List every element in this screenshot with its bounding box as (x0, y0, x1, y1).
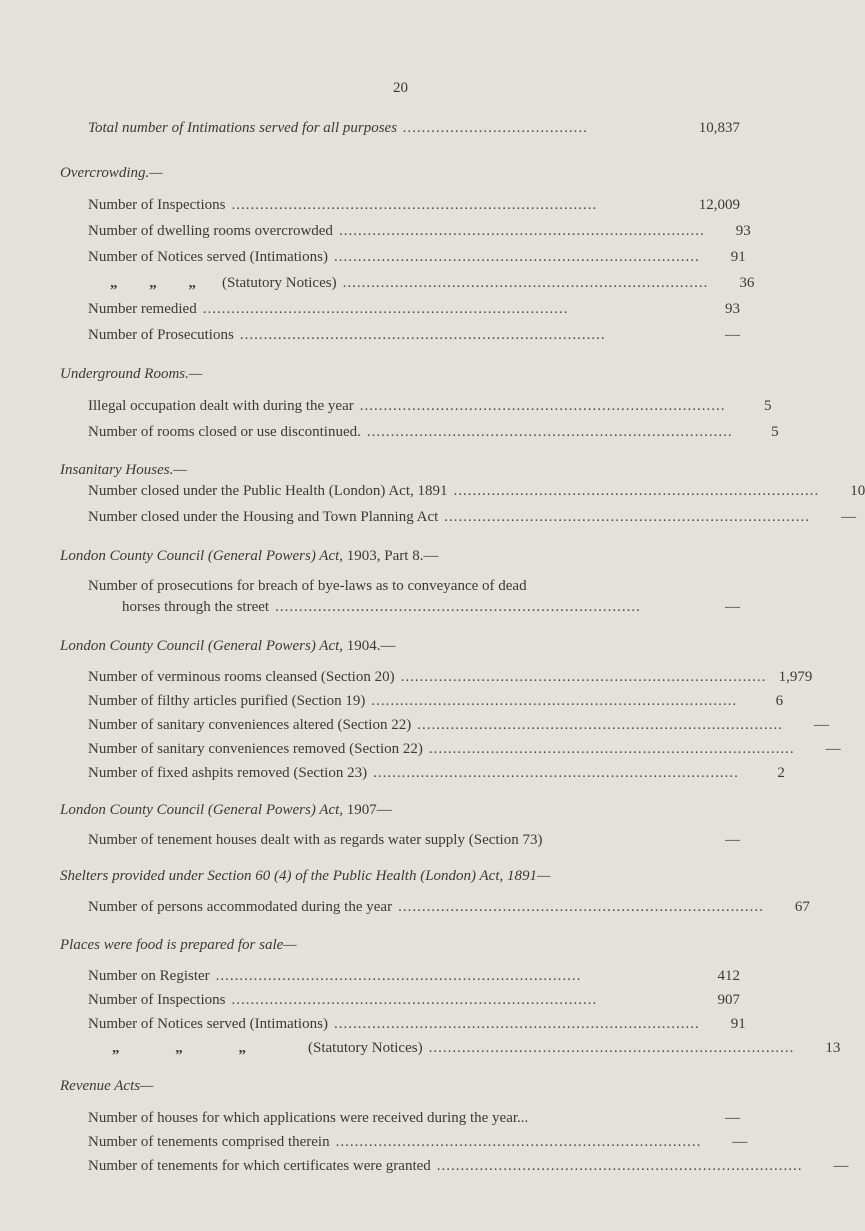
table-row (88, 765, 785, 782)
table-row (122, 599, 740, 616)
table-row (88, 223, 751, 240)
leader-dots: ............................................................................. (231, 197, 598, 213)
table-row (88, 424, 779, 441)
table-row (88, 1134, 748, 1151)
row-value: 10,837 (698, 120, 740, 136)
table-row (112, 1040, 841, 1057)
leader-dots: ............................................................................. (428, 1040, 795, 1056)
row-label: Number of sanitary conveniences altered (Section 22) (88, 717, 412, 733)
row-label: Number closed under the Public Health (London) Act, 1891 (88, 483, 448, 499)
row-value: 13 (825, 1040, 841, 1056)
heading-italic-part: London County Council (General Powers) Act, (60, 638, 344, 654)
section-heading-lcc-1907 (60, 802, 392, 819)
table-row (88, 741, 841, 758)
row-value: 907 (717, 992, 740, 1008)
heading-italic-part: London County Council (General Powers) Act, (60, 802, 344, 818)
row-value: 10 (850, 483, 865, 499)
row-value: 6 (775, 693, 784, 709)
row-value: 1,979 (778, 669, 813, 685)
table-row (88, 1110, 740, 1127)
section-heading-lcc-1904 (60, 638, 396, 655)
leader-dots: ............................................................................. (428, 741, 795, 757)
leader-dots: ............................................................................. (338, 223, 705, 239)
row-value: 2 (777, 765, 785, 781)
leader-dots: ............................................................................. (366, 424, 733, 440)
row-value: 93 (735, 223, 751, 239)
row-value: — (841, 509, 857, 525)
table-row (88, 509, 857, 526)
row-label: Number of houses for which applications were received during the year... (88, 1110, 529, 1126)
row-value: — (725, 327, 740, 343)
section-heading-underground: Underground Rooms.— (60, 366, 203, 382)
row-value: 5 (764, 398, 772, 414)
ditto-marks: „ „ „ (112, 1040, 272, 1056)
paragraph-line: Number of prosecutions for breach of bye-laws as to conveyance of dead (88, 578, 527, 594)
leader-dots: ............................................................................. (359, 398, 726, 414)
table-row (88, 483, 865, 500)
section-heading-lcc-1903 (60, 548, 438, 565)
total-intimations-row (88, 120, 740, 137)
table-row (88, 1016, 746, 1033)
leader-dots: ............................................................................. (333, 249, 700, 265)
table-row (88, 832, 740, 849)
row-label: (Statutory Notices) (222, 275, 337, 291)
page-number: 20 (393, 80, 408, 96)
row-label: Number remedied (88, 301, 197, 317)
row-label: Number of dwelling rooms overcrowded (88, 223, 333, 239)
row-label: Number closed under the Housing and Town Planning Act (88, 509, 439, 525)
table-row (88, 992, 740, 1009)
leader-dots: ............................................................................. (333, 1016, 700, 1032)
row-label: horses through the street (122, 599, 270, 615)
row-label: Number of rooms closed or use discontinued. (88, 424, 361, 440)
table-row (88, 197, 740, 214)
section-heading-overcrowding: Overcrowding.— (60, 165, 163, 181)
row-label: Total number of Intimations served for all purposes (88, 120, 398, 136)
row-value: — (813, 717, 829, 733)
row-label: Number of tenements for which certificates were granted (88, 1158, 431, 1174)
leader-dots: ............................................................................. (398, 899, 764, 915)
leader-dots: ............................................................................. (444, 509, 811, 525)
leader-dots: ............................................................................. (373, 765, 739, 781)
row-value: 91 (730, 249, 746, 265)
section-heading-revenue: Revenue Acts— (60, 1078, 154, 1094)
row-value: — (725, 599, 740, 615)
section-heading-insanitary: Insanitary Houses.— (60, 462, 187, 478)
leader-dots: ............................................................................. (342, 275, 709, 291)
leader-dots: ............................................................................. (239, 327, 606, 343)
table-row (88, 301, 740, 318)
leader-dots: ............................................................................. (215, 968, 582, 984)
section-heading-food: Places were food is prepared for sale— (60, 937, 297, 953)
leader-dots: ............................................................................. (400, 669, 767, 685)
row-label: Number of Prosecutions (88, 327, 234, 343)
row-label: Number on Register (88, 968, 210, 984)
row-label: Number of filthy articles purified (Section 19) (88, 693, 366, 709)
row-label: Number of tenement houses dealt with as regards water supply (Section 73) (88, 832, 543, 848)
row-value: 67 (794, 899, 810, 915)
row-value: — (833, 1158, 849, 1174)
row-value: 12,009 (698, 197, 740, 213)
leader-dots: ............................................................................. (436, 1158, 803, 1174)
row-label: Number of persons accommodated during the year (88, 899, 393, 915)
row-value: 412 (717, 968, 740, 984)
row-label: Number of tenements comprised therein (88, 1134, 330, 1150)
row-value: 36 (739, 275, 755, 291)
heading-plain-part: 1903, Part 8.— (346, 548, 439, 564)
row-label: Number of Inspections (88, 197, 226, 213)
table-row (88, 968, 740, 985)
leader-dots: ............................................................................. (453, 483, 820, 499)
table-row (88, 693, 784, 710)
leader-dots: ............................................................................. (335, 1134, 702, 1150)
row-value: 91 (730, 1016, 746, 1032)
leader-dots: ............................................................................. (417, 717, 783, 733)
row-label: Number of Notices served (Intimations) (88, 249, 328, 265)
table-row (110, 275, 755, 292)
row-value: 93 (725, 301, 740, 317)
heading-italic-part: London County Council (General Powers) Act, (60, 548, 344, 564)
leader-dots: ....................................... (403, 120, 589, 136)
table-row (88, 1158, 849, 1175)
leader-dots: ............................................................................. (275, 599, 641, 615)
row-label: Number of fixed ashpits removed (Section 23) (88, 765, 368, 781)
section-heading-shelters: Shelters provided under Section 60 (4) of the Public Health (London) Act, 1891— (60, 868, 551, 884)
leader-dots: ............................................................................. (202, 301, 569, 317)
row-label: Number of verminous rooms cleansed (Section 20) (88, 669, 395, 685)
ditto-marks: „ „ „ (110, 275, 210, 291)
heading-plain-part: 1907— (346, 802, 392, 818)
row-value: — (725, 832, 740, 848)
row-value: — (725, 1110, 740, 1126)
table-row (88, 327, 740, 344)
leader-dots: ............................................................................. (231, 992, 598, 1008)
row-value: — (825, 741, 841, 757)
table-row (88, 398, 772, 415)
table-row (88, 717, 829, 734)
leader-dots: ............................................................................. (371, 693, 738, 709)
row-label: Number of sanitary conveniences removed (Section 22) (88, 741, 423, 757)
row-value: 5 (771, 424, 779, 440)
table-row (88, 669, 813, 686)
table-row (88, 249, 746, 266)
row-value: — (732, 1134, 748, 1150)
row-label: Number of Notices served (Intimations) (88, 1016, 328, 1032)
row-label: Number of Inspections (88, 992, 226, 1008)
heading-plain-part: 1904.— (346, 638, 396, 654)
table-row (88, 899, 810, 916)
row-label: (Statutory Notices) (308, 1040, 423, 1056)
row-label: Illegal occupation dealt with during the year (88, 398, 354, 414)
